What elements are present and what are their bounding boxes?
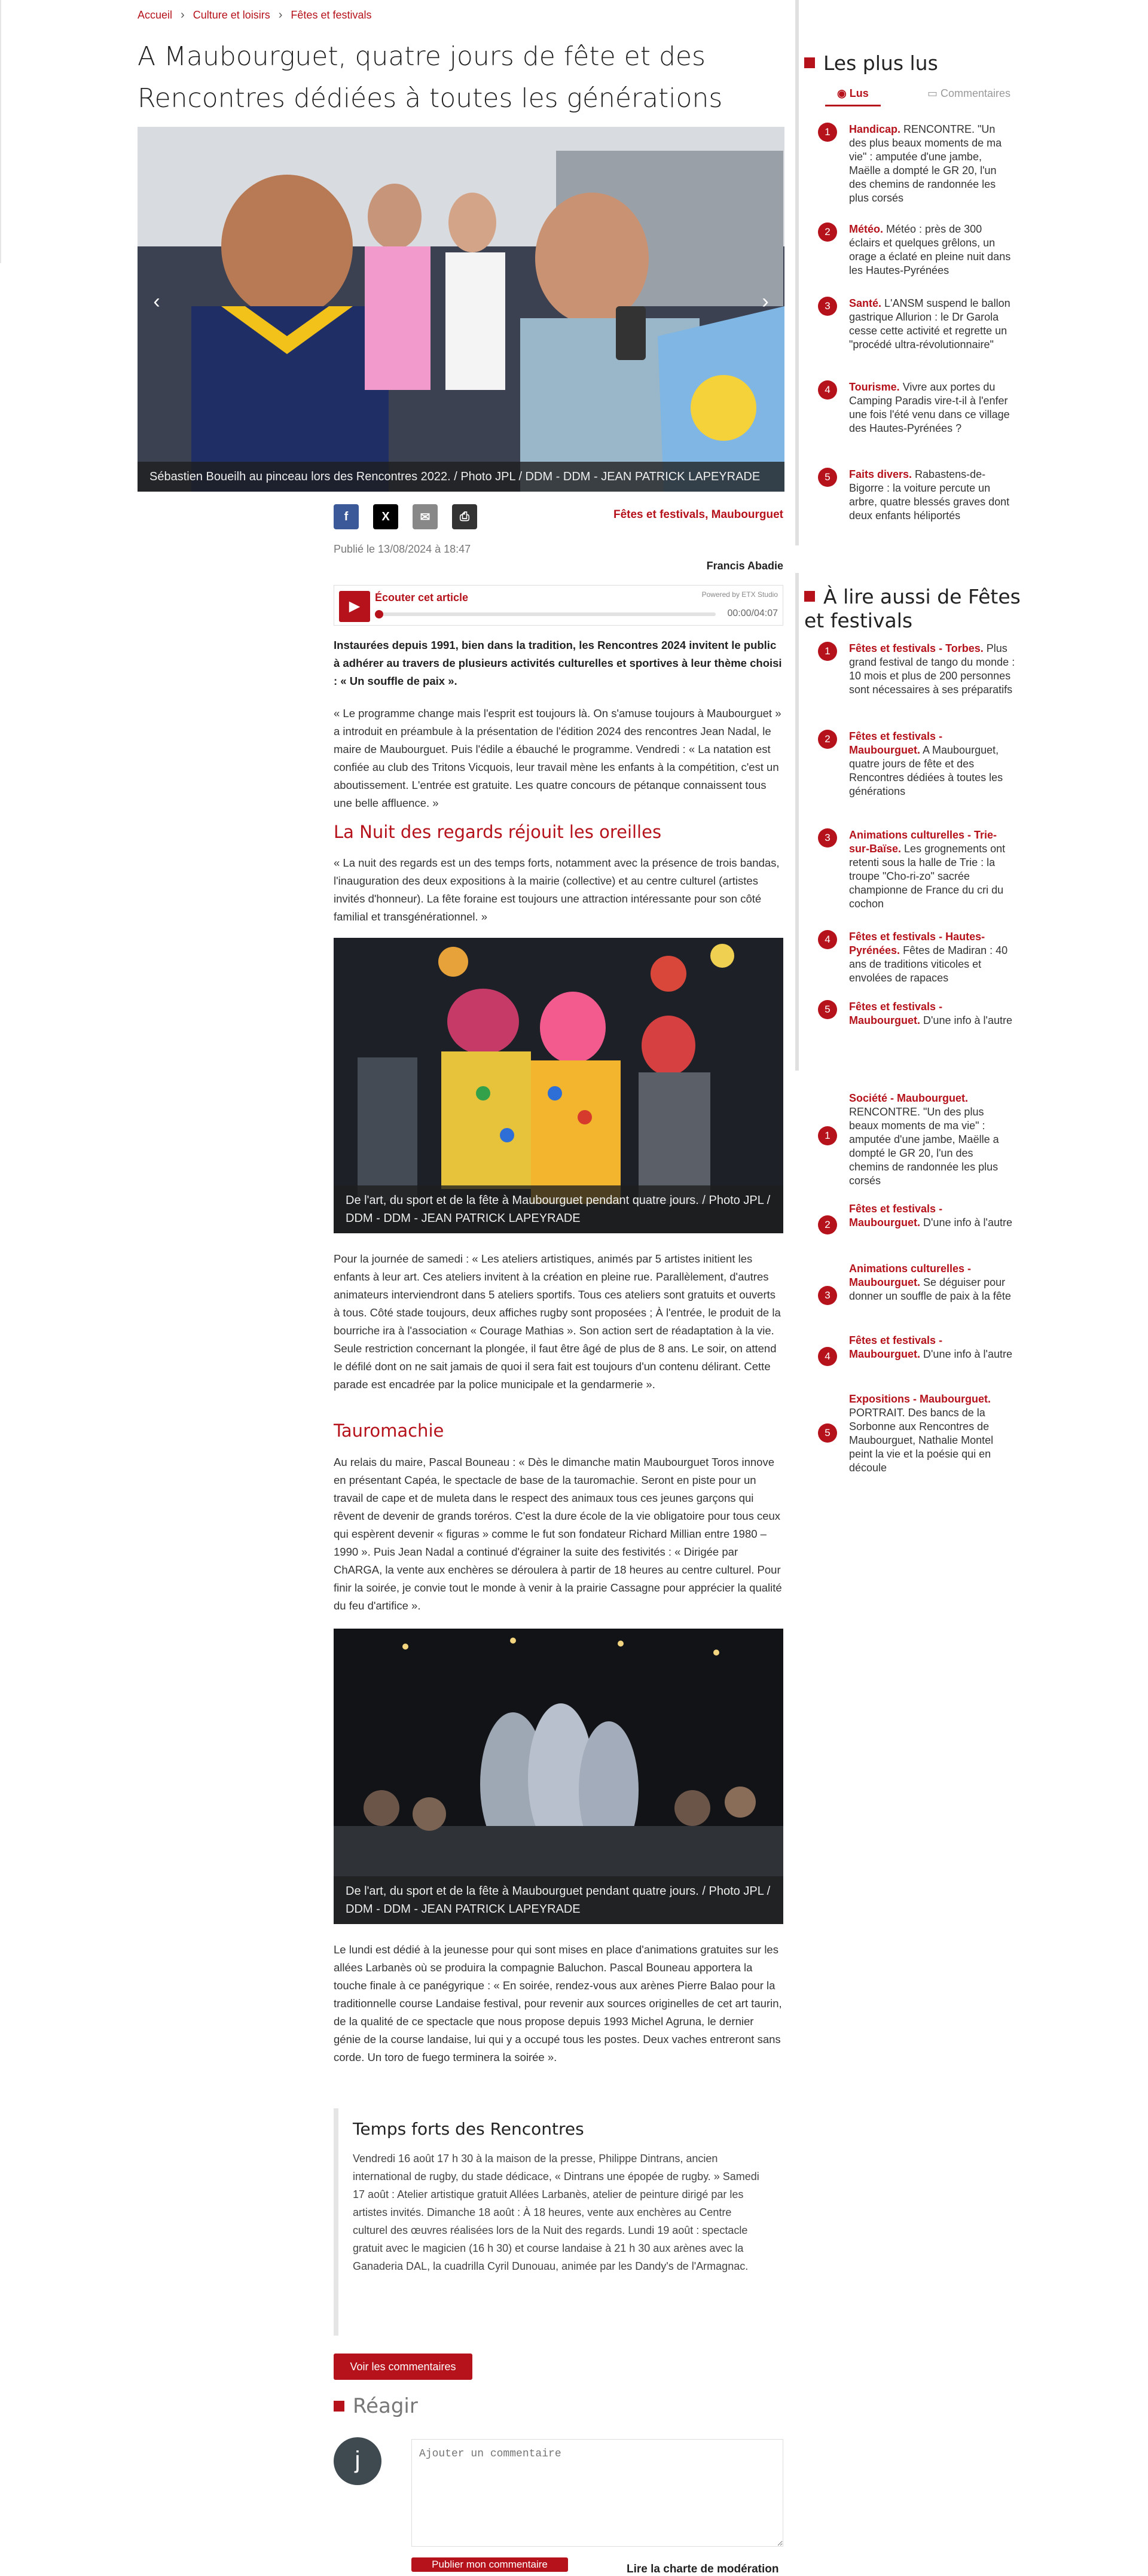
item-text: RENCONTRE. "Un des plus beaux moments de ma vie" : amputée d'une jambe, Maëlle a dompté le GR 20, l'un des chemins de randonnée les plus corsés — [849, 1106, 999, 1187]
chevron-right-icon: › — [181, 8, 185, 22]
article-paragraph: « Le programme change mais l'esprit est toujours là. On s'amuse toujours à Maubourguet » a introduit en préambule à la présentation de l'édition 2024 des rencontres Jean Nadal, le maire de Maubourguet. Puis l'édile a ébauché le programme. Vendredi : « La natation est confiée au club des Tritons Vicquois, leur travail mène les enfants à la compétition, c'est un aboutissement. L'entrée est gratuite. Les quatre concours de pétanque connaissent tous une belle affluence. » — [334, 707, 781, 809]
heading-marker — [334, 2401, 344, 2412]
related-item[interactable] — [818, 1092, 1015, 1188]
view-comments-button[interactable]: Voir les commentaires — [334, 2354, 472, 2380]
print-icon[interactable]: ⎙ — [452, 504, 477, 529]
highlights-text: Vendredi 16 août 17 h 30 à la maison de la presse, Philippe Dintrans, ancien international de rugby, du stade dédicace, « Dintrans une épopée de rugby. » Samedi 17 août : Atelier artistique gratuit Allées Larbanès, atelier de peinture dirigé par les artistes invités. Dimanche 18 août : À 18 heures, vente aux enchères au Centre culturel des œuvres réalisées lors de la Nuit des regards. Lundi 19 août : spectacle gratuit avec le magicien (16 h 30) et course landaise à 21 h 30 aux arènes avec la Ganaderia DAL, la cuadrilla Cyril Dunouau, animée par les Dandy's de l'Armagnac. — [353, 2153, 759, 2272]
item-text: PORTRAIT. Des bancs de la Sorbonne aux Rencontres de Maubourguet, Nathalie Montel peint la vie et la poésie qui en découle — [849, 1407, 994, 1474]
rank-number: 2 — [818, 222, 837, 242]
mail-icon[interactable]: ✉ — [413, 504, 438, 529]
eye-icon: ◉ — [837, 87, 850, 99]
item-text: Vivre aux portes du Camping Paradis vire-t-il à l'enfer une fois l'été venu dans ce village des Hautes-Pyrénées ? — [849, 381, 1010, 434]
page-left-border — [0, 0, 1, 263]
item-category: Société - Maubourguet. — [849, 1092, 969, 1104]
also-read-item[interactable] — [818, 828, 1015, 911]
publish-comment-button[interactable]: Publier mon commentaire — [411, 2557, 568, 2572]
item-text: D'une info à l'autre — [920, 1014, 1012, 1026]
also-read-heading — [804, 585, 1031, 633]
item-category: Tourisme. — [849, 381, 900, 393]
heading-marker — [804, 591, 815, 602]
moderation-charter-link[interactable]: Lire la charte de modération — [627, 2563, 779, 2575]
item-category: Fêtes et festivals - Maubourguet. — [849, 730, 943, 756]
item-category: Faits divers. — [849, 468, 912, 480]
rank-number: 3 — [818, 297, 837, 316]
tab-comments[interactable] — [915, 87, 1022, 106]
sidebar-divider — [795, 573, 799, 1071]
most-read-item[interactable] — [818, 380, 1015, 435]
article-figure — [334, 938, 783, 1233]
article-figure — [334, 1629, 783, 1924]
rank-number: 5 — [818, 468, 837, 487]
also-read-item[interactable] — [818, 930, 1015, 985]
share-bar — [334, 504, 477, 529]
audio-label: Écouter cet article — [375, 592, 469, 603]
react-heading — [334, 2394, 418, 2418]
audio-time: 00:00/04:07 — [727, 608, 778, 618]
item-category: Fêtes et festivals - Torbes. — [849, 642, 984, 654]
rank-number: 3 — [818, 828, 837, 848]
rank-number: 5 — [818, 1000, 837, 1019]
most-read-heading — [804, 51, 938, 75]
highlights-box — [334, 2108, 783, 2336]
chevron-right-icon: › — [278, 8, 283, 22]
item-category: Météo. — [849, 223, 884, 235]
author-name: Francis Abadie — [706, 560, 783, 572]
also-read-item[interactable] — [818, 1000, 1015, 1028]
article-paragraph: Pour la journée de samedi : « Les ateliers artistiques, animés par 5 artistes initient les enfants à leur art. Ces ateliers invitent à la création en pleine rue. Parallèlement, d'autres animateurs interviendront dans 5 ateliers sportifs. Tous ces ateliers sont gratuits et ouverts à tous. Côté stade toujours, deux affiches rugby sont proposées ; À l'entrée, le produit de la bourriche ira à l'association « Courage Mathias ». Son action sert de réadaptation à la vie. Seule restriction concernant la plongée, il faut être âgé de plus de 8 ans. Le soir, on attend le défilé dont on ne sait jamais de quoi il sera fait est toujours d'un contenu délirant. Cette parade est encadrée par la police municipale et la gendarmerie ». — [334, 1252, 781, 1391]
tab-comments-label: Commentaires — [940, 87, 1010, 99]
article-paragraph: Le lundi est dédié à la jeunesse pour qui sont mises en place d'animations gratuites sur les allées Larbanès où se produira la compagnie Baluchon. Pascal Bouneau apportera la touche finale à ce panégyrique : « En soirée, rendez-vous aux arènes Pierre Balao pour la traditionnelle course Landaise festival, pour revenir aux sources originelles de cet art taurin, de la qualité de ce spectacle que nous propose depuis 1993 Michel Agruna, le dernier génie de la course landaise, lui qui y a occupé tous les postes. Deux vaches entreront sans corde. Un toro de fuego terminera la soirée ». — [334, 1943, 782, 2063]
highlights-title: Temps forts des Rencontres — [353, 2119, 584, 2139]
item-text: L'ANSM suspend le ballon gastrique Allurion : le Dr Garola cesse cette activité et regrette un "procédé ultra-révolutionnaire" — [849, 297, 1010, 350]
item-text: Se déguiser pour donner un souffle de paix à la fête — [849, 1276, 1011, 1302]
chevron-right-icon[interactable]: › — [762, 290, 769, 313]
breadcrumb-culture[interactable]: Culture et loisirs — [193, 9, 270, 21]
audio-powered-by: Powered by ETX Studio — [701, 590, 778, 599]
hero-carousel[interactable] — [138, 127, 784, 492]
item-category: Fêtes et festivals - Maubourguet. — [849, 1203, 943, 1228]
article-paragraph: « La nuit des regards est un des temps forts, notamment avec la présence de trois bandas, l'inauguration des deux expositions à la mairie (collective) et au centre culturel (artistes invités d'honneur). La fête foraine est toujours une attraction intéressante pour son côté familial et transgénérationnel. » — [334, 856, 780, 923]
x-icon[interactable]: X — [373, 504, 398, 529]
breadcrumb-festivals[interactable]: Fêtes et festivals — [291, 9, 372, 21]
hero-caption: Sébastien Boueilh au pinceau lors des Rencontres 2022. / Photo JPL / DDM - DDM - JEAN PATRICK LAPEYRADE — [138, 462, 784, 492]
related-item[interactable] — [818, 1262, 1015, 1303]
comment-input[interactable] — [411, 2439, 783, 2547]
rank-number: 4 — [818, 380, 837, 400]
article-paragraph: Au relais du maire, Pascal Bouneau : « Dès le dimanche matin Maubourguet Toros innove en présentant Capéa, le spectacle de base de la tauromachie. Seront en piste pour un travail de cape et de muleta dans le respect des animaux tous ces jeunes garçons qui rêvent de devenir de grands toréros. C'est la dure école de la vie obligatoire pour tous ceux qui espèrent devenir « figuras » comme le fut son fondateur Richard Millian entre 1980 – 1990 ». Puis Jean Nadal a continué d'égrainer la suite des festivités : « Dirigée par ChARGA, la vente aux enchères se déroulera à partir de 18 heures au centre culturel. Pour finir la soirée, je convie tout le monde à venir à la prairie Cassagne pour apprécier la qualité du feu d'artifice ». — [334, 1456, 782, 1612]
heading-marker — [804, 57, 815, 68]
item-text: Les grognements ont retenti sous la halle de Trie : la troupe "Cho-ri-zo" sacrée championne de France du cri du cochon — [849, 843, 1006, 910]
rank-number: 4 — [818, 1347, 837, 1366]
most-read-item[interactable] — [818, 123, 1015, 205]
rank-number: 5 — [818, 1423, 837, 1443]
breadcrumb-home[interactable]: Accueil — [138, 9, 173, 21]
rank-number: 1 — [818, 1126, 837, 1145]
item-category: Santé. — [849, 297, 882, 309]
facebook-icon[interactable]: f — [334, 504, 359, 529]
audio-player — [334, 585, 783, 626]
publish-date: Publié le 13/08/2024 à 18:47 — [334, 543, 471, 555]
item-text: Plus grand festival de tango du monde : 10 mois et plus de 200 personnes sont nécessaires à ses préparatifs — [849, 642, 1015, 696]
chevron-left-icon[interactable]: ‹ — [153, 290, 160, 313]
item-category: Animations culturelles - Trie-sur-Baïse. — [849, 829, 997, 855]
item-text: A Maubourguet, quatre jours de fête et des Rencontres dédiées à toutes les générations — [849, 744, 1003, 797]
breadcrumb — [138, 8, 371, 22]
most-read-tabs — [825, 87, 1022, 106]
comment-icon: ▭ — [927, 87, 941, 99]
related-item[interactable] — [818, 1392, 1015, 1475]
play-icon[interactable]: ▶ — [339, 591, 370, 622]
audio-progress-handle[interactable] — [375, 610, 383, 618]
rank-number: 1 — [818, 123, 837, 142]
most-read-item[interactable] — [818, 468, 1015, 523]
rank-number: 2 — [818, 730, 837, 749]
article-title: A Maubourguet, quatre jours de fête et des Rencontres dédiées à toutes les générations — [138, 41, 723, 114]
react-title: Réagir — [353, 2394, 418, 2418]
related-item[interactable] — [818, 1334, 1015, 1361]
item-category: Fêtes et festivals - Hautes-Pyrénées. — [849, 931, 985, 956]
item-category: Fêtes et festivals - Maubourguet. — [849, 1001, 943, 1026]
audio-progress-track[interactable] — [375, 612, 716, 616]
figure-caption: De l'art, du sport et de la fête à Maubourguet pendant quatre jours. / Photo JPL / DDM - DDM - JEAN PATRICK LAPEYRADE — [334, 1876, 783, 1924]
item-text: D'une info à l'autre — [920, 1217, 1012, 1228]
most-read-title: Les plus lus — [823, 51, 938, 75]
figure-caption: De l'art, du sport et de la fête à Maubourguet pendant quatre jours. / Photo JPL / DDM - DDM - JEAN PATRICK LAPEYRADE — [334, 1185, 783, 1233]
most-read-item[interactable] — [818, 297, 1015, 352]
tab-read-label: Lus — [849, 87, 869, 99]
item-text: Météo : près de 300 éclairs et quelques grêlons, un orage a éclaté en pleine nuit dans les Hautes-Pyrénées — [849, 223, 1011, 276]
item-text: RENCONTRE. "Un des plus beaux moments de ma vie" : amputée d'une jambe, Maëlle a dompté le GR 20, l'un des chemins de randonnée les plus corsés — [849, 123, 1002, 204]
item-text: D'une info à l'autre — [920, 1348, 1012, 1360]
rank-number: 4 — [818, 930, 837, 949]
item-category: Expositions - Maubourguet. — [849, 1393, 991, 1405]
rank-number: 3 — [818, 1286, 837, 1305]
section-heading: Tauromachie — [334, 1420, 444, 1441]
item-text: Rabastens-de-Bigorre : la voiture percute un arbre, quatre blessés graves dont deux enfants héliportés — [849, 468, 1010, 522]
article-tags[interactable]: Fêtes et festivals, Maubourguet — [613, 508, 783, 521]
also-read-item[interactable] — [818, 642, 1015, 697]
related-item[interactable] — [818, 1202, 1015, 1230]
also-read-item[interactable] — [818, 730, 1015, 798]
tab-read[interactable] — [825, 87, 881, 106]
item-text: Fêtes de Madiran : 40 ans de traditions viticoles et envolées de rapaces — [849, 944, 1008, 984]
sidebar-divider — [795, 0, 799, 545]
item-category: Handicap. — [849, 123, 901, 135]
hero-photo — [138, 127, 784, 492]
rank-number: 2 — [818, 1215, 837, 1234]
most-read-item[interactable] — [818, 222, 1015, 278]
also-read-title: À lire aussi de Fêtes et festivals — [804, 585, 1021, 632]
section-heading: La Nuit des regards réjouit les oreilles — [334, 822, 662, 842]
item-category: Fêtes et festivals - Maubourguet. — [849, 1334, 943, 1360]
article-lead: Instaurées depuis 1991, bien dans la tradition, les Rencontres 2024 invitent le public à adhérer au travers de plusieurs activités culturelles et sportives à leur thème choisi : « Un souffle de paix ». — [334, 639, 782, 687]
item-category: Animations culturelles - Maubourguet. — [849, 1263, 972, 1288]
rank-number: 1 — [818, 642, 837, 661]
avatar: j — [334, 2437, 381, 2485]
